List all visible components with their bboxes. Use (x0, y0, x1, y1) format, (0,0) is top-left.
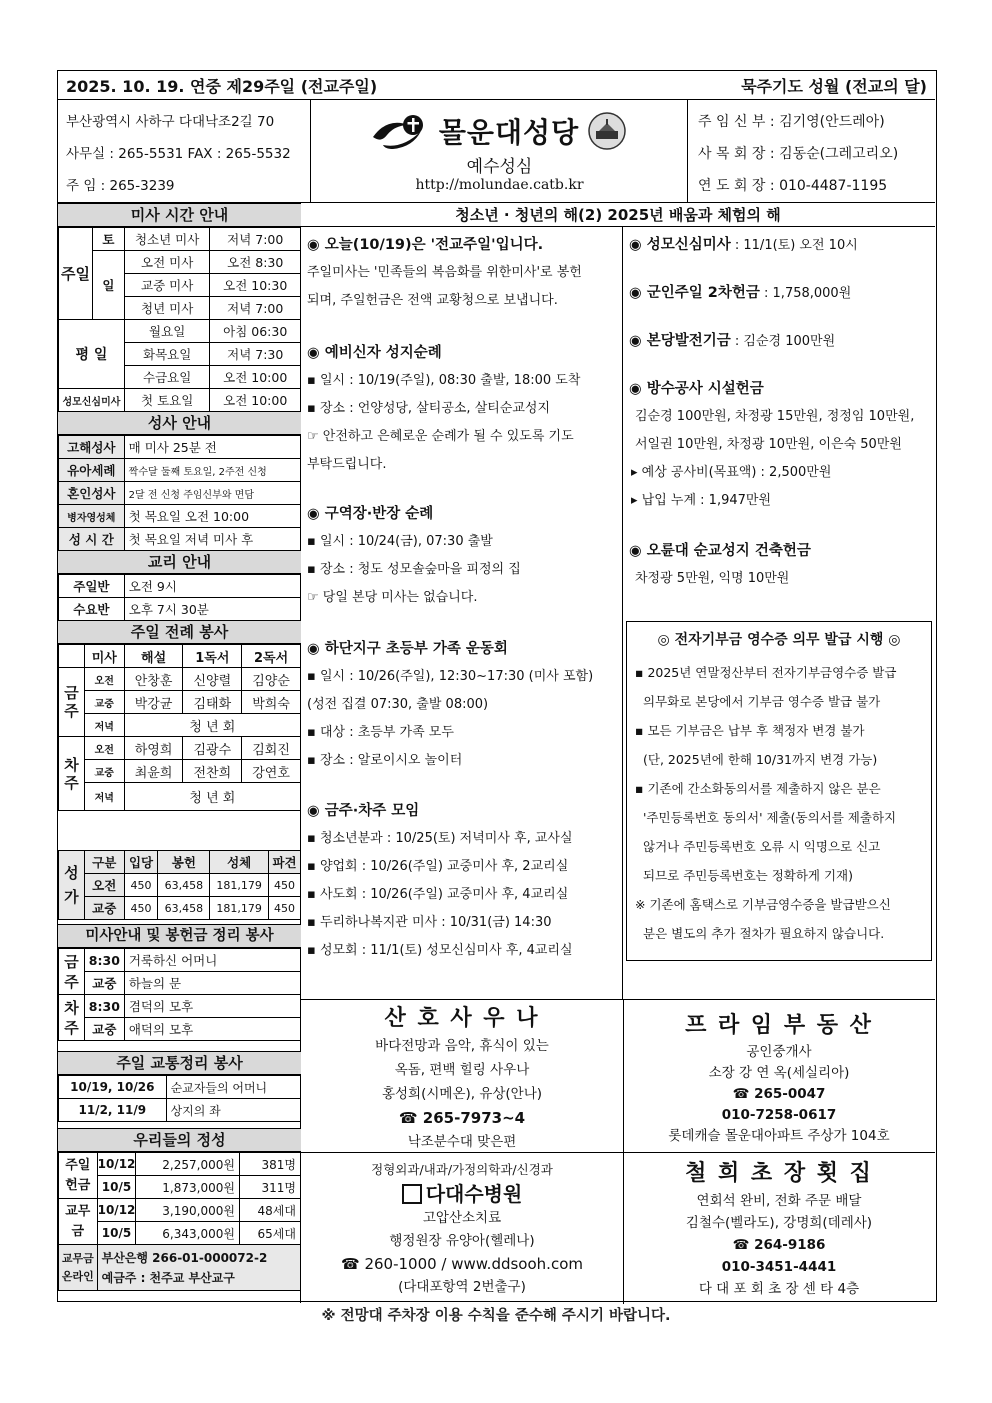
sacrament-detail: 짝수달 둘째 토요일, 2주전 신청 (124, 459, 300, 482)
ad-line: 소장 강 연 옥(세실리아) (708, 1065, 850, 1081)
mass: 저녁 (84, 783, 124, 811)
notice-line: ▪ 청소년분과 : 10/25(토) 저녁미사 후, 교사실 (307, 831, 573, 846)
amount: 3,190,000원 (136, 1199, 240, 1222)
mass: 오전 (84, 668, 124, 691)
ad-phone: ☎ 265-7973~4 (398, 1109, 526, 1127)
ad-title: 산 호 사 우 나 (384, 1006, 540, 1031)
ad-line: 다 대 포 회 초 장 센 타 4층 (698, 1281, 860, 1297)
hymn-no: 181,179 (210, 897, 269, 920)
ad-line: 옥돔, 편백 힐링 사우나 (394, 1062, 530, 1078)
staff-info (688, 100, 935, 203)
col-head: 미사 (84, 645, 124, 668)
contact-info (58, 100, 311, 203)
group: 상지의 좌 (166, 1099, 300, 1122)
pastor: 주 임 신 부 : 김기영(안드레아) (698, 114, 885, 130)
offering-service-title: 미사안내 및 봉헌금 정리 봉사 (58, 924, 301, 948)
sacrament-name: 유아세례 (59, 459, 125, 482)
address: 부산광역시 사하구 다대낙조2길 70 (66, 114, 275, 130)
sacrament-title: 성사 안내 (58, 411, 301, 435)
notice-line: ▪ 일시 : 10/19(주일), 08:30 출발, 18:00 도착 (307, 373, 581, 388)
this-week-label: 금주 (59, 668, 85, 737)
choir-table (58, 850, 301, 920)
first-saturday-label: 성모신심미사 (59, 389, 125, 412)
col-head: 해설 (124, 645, 183, 668)
mass-time: 오전 10:00 (210, 389, 301, 412)
notice-heading: ◉ 금주·차주 모임 (307, 803, 420, 819)
notice-line: ▪ 성모회 : 11/1(토) 성모신심미사 후, 4교리실 (307, 943, 573, 958)
notice-line: ▪ 대상 : 초등부 가족 모두 (307, 725, 454, 740)
hymn-no: 63,458 (158, 874, 210, 897)
ad-phone: ☎ 264-9186 (732, 1237, 826, 1253)
youth-group: 청 년 회 (124, 714, 300, 737)
mass-time: 저녁 7:00 (210, 228, 301, 251)
mass-name: 교중 미사 (124, 274, 210, 297)
notice-line: ▪ 일시 : 10/24(금), 07:30 출발 (307, 534, 493, 549)
youth-group: 청 년 회 (124, 783, 300, 811)
sacrament-name: 고해성사 (59, 436, 125, 459)
mass-name: 화목요일 (124, 343, 210, 366)
hospital-logo-icon (402, 1184, 422, 1204)
commentator: 박강균 (124, 691, 183, 714)
ad-realty (623, 1010, 935, 1147)
notice-line: ▪ 양업회 : 10/26(주일) 교중미사 후, 2교리실 (307, 859, 569, 874)
group: 하늘의 문 (124, 972, 300, 995)
main-title: 청소년 · 청년의 해(2) 2025년 배움과 체험의 해 (301, 203, 935, 227)
dues-label: 교무금 (59, 1199, 98, 1245)
ad-line: 롯데캐슬 몰운대아파트 주상가 104호 (668, 1128, 890, 1144)
group: 거룩하신 어머니 (124, 949, 300, 972)
ad-line: 김철수(벨라도), 강명희(데레사) (685, 1215, 873, 1231)
notice-meetings (307, 797, 573, 965)
commentator: 최윤희 (124, 760, 183, 783)
ad-line: 바다전망과 음악, 휴식이 있는 (375, 1038, 549, 1054)
mass-time: 아침 06:30 (210, 320, 301, 343)
ad-line: 낙조분수대 맞은편 (407, 1134, 517, 1150)
hymn-no: 450 (124, 874, 158, 897)
notice-line: ▪ 일시 : 10/26(주일), 12:30~17:30 (미사 포함) (307, 669, 594, 684)
notice-line: ▪ 장소 : 알로이시오 놀이터 (307, 753, 463, 768)
notice-line: 부탁드립니다. (307, 457, 387, 472)
mass-name: 월요일 (124, 320, 210, 343)
sacrament-name: 성 시 간 (59, 528, 125, 551)
liturgy-table (58, 644, 301, 811)
box-line: 않거나 주민등록번호 오류 시 익명으로 신고 (643, 839, 881, 854)
sacrament-name: 혼인성사 (59, 482, 125, 505)
ad-title: 프 라 임 부 동 산 (685, 1013, 873, 1038)
notice-line: 김순경 100만원, 차정광 15만원, 정정임 10만원, (635, 409, 915, 424)
col-head: 1독서 (183, 645, 242, 668)
memorial-president: 연 도 회 장 : 010-4487-1195 (698, 178, 888, 194)
next-week-label: 차주 (59, 995, 85, 1041)
date: 10/12 (97, 1199, 136, 1222)
sunday-label: 주일 (59, 228, 93, 320)
ad-phone: 010-7258-0617 (721, 1107, 837, 1123)
choir-mass: 오전 (84, 874, 124, 897)
date: 10/5 (97, 1222, 136, 1245)
header (58, 100, 935, 203)
date: 10/19, 10/26 (59, 1076, 167, 1099)
ad-hospital (301, 1158, 623, 1299)
class-name: 수요반 (59, 598, 125, 621)
box-line: ▪ 모든 기부금은 납부 후 책정자 변경 불가 (635, 723, 865, 738)
middle-column (301, 227, 623, 999)
choir-mass: 교중 (84, 897, 124, 920)
count: 65세대 (239, 1222, 300, 1245)
ad-line: 공인중개사 (746, 1044, 812, 1060)
council-president: 사 목 회 장 : 김동순(그레고리오) (698, 146, 899, 162)
mass-time: 오전 10:30 (210, 274, 301, 297)
e-receipt-notice-box (626, 621, 932, 961)
hymn-no: 181,179 (210, 874, 269, 897)
sacrament-detail: 2달 전 신청 주임신부와 면담 (124, 482, 300, 505)
choir-head: 입당 (124, 851, 158, 874)
notice-heading: ◉ 오륜대 순교성지 건축헌금 (629, 543, 811, 559)
ad-line: 고압산소치료 (422, 1210, 502, 1226)
mass-time: 저녁 7:00 (210, 297, 301, 320)
col-head: 2독서 (242, 645, 301, 668)
notice-line: (성전 집결 07:30, 출발 08:00) (307, 697, 489, 712)
choir-head: 성체 (210, 851, 269, 874)
ad-phone[interactable]: ☎ 260-1000 / www.ddsooh.com (341, 1255, 583, 1273)
date: 10/5 (97, 1176, 136, 1199)
notice-heading: ◉ 구역장·반장 순례 (307, 506, 434, 522)
notice-waterproofing-fund (629, 375, 914, 515)
ad-line: 정형외과/내과/가정의학과/신경과 (371, 1162, 553, 1177)
class-name: 주일반 (59, 575, 125, 598)
group: 애덕의 모후 (124, 1018, 300, 1041)
office-phone: 사무실 : 265-5531 FAX : 265-5532 (66, 146, 291, 162)
ads-area (301, 999, 935, 1303)
class-time: 오후 7시 30분 (124, 598, 300, 621)
mass-name: 청년 미사 (124, 297, 210, 320)
mass: 교중 (84, 760, 124, 783)
choir-head: 파견 (269, 851, 301, 874)
hymn-no: 450 (269, 897, 301, 920)
church-subtitle: 예수성심 (466, 157, 533, 177)
box-line: ▪ 2025년 연말정산부터 전자기부금영수증 발급 (635, 665, 897, 680)
choir-head: 구분 (84, 851, 124, 874)
choir-label: 성가 (59, 851, 85, 920)
mass-time: 오전 10:00 (210, 366, 301, 389)
notice-sports-day (307, 635, 593, 775)
footer-notice: ※ 전망대 주차장 이용 수칙을 준수해 주시기 바랍니다. (321, 1308, 671, 1324)
amount: 2,257,000원 (136, 1153, 240, 1176)
ad-line: 연회석 완비, 전화 주문 배달 (696, 1193, 862, 1209)
notice-development-fund: ◉ 본당발전기금 : 김순경 100만원 (629, 333, 836, 349)
notice-line: 주일미사는 '민족들의 복음화를 위한미사'로 봉헌 (307, 265, 582, 280)
sunday-collection-label: 주일헌금 (59, 1153, 98, 1199)
notice-line: ☞ 안전하고 은혜로운 순례가 될 수 있도록 기도 (307, 429, 574, 444)
commentator: 안창훈 (124, 668, 183, 691)
saturday-label: 토 (92, 228, 124, 251)
ad-title: 철 희 초 장 횟 집 (685, 1161, 873, 1186)
ad-sauna (301, 1004, 623, 1154)
traffic-title: 주일 교통정리 봉사 (58, 1051, 301, 1075)
date: 10/12 (97, 1153, 136, 1176)
box-line: ※ 기존에 홈택스로 기부금영수증을 발급받으신 (635, 897, 891, 912)
reader-2: 박희숙 (242, 691, 301, 714)
hymn-no: 450 (269, 874, 301, 897)
box-line: 되므로 주민등록번호는 정확하게 기재) (643, 868, 853, 883)
box-line: '주민등록번호 동의서' 제출(동의서를 제출하지 (643, 810, 897, 825)
mass-name: 첫 토요일 (124, 389, 210, 412)
commentator: 하영희 (124, 737, 183, 760)
box-line: (단, 2025년에 한해 10/31까지 변경 가능) (643, 752, 878, 767)
weekday-label: 평 일 (59, 320, 125, 389)
mass-name: 청소년 미사 (124, 228, 210, 251)
box-line: 분은 별도의 추가 절차가 필요하지 않습니다. (643, 926, 885, 941)
mass: 교중 (84, 972, 124, 995)
amount: 6,343,000원 (136, 1222, 240, 1245)
notice-leaders-pilgrimage (307, 500, 521, 612)
notice-pilgrimage (307, 339, 580, 479)
box-line: ▪ 기존에 간소화동의서를 제출하지 않은 분은 (635, 781, 881, 796)
left-column (58, 203, 301, 1303)
notice-heading: ◉ 방수공사 시설헌금 (629, 381, 764, 397)
top-bar (58, 71, 935, 100)
this-week-label: 금주 (59, 949, 85, 995)
church-url[interactable]: http://molundae.catb.kr (415, 177, 584, 193)
notice-line: ▪ 장소 : 언양성당, 살티공소, 살티순교성지 (307, 401, 551, 416)
church-logo-block (311, 100, 688, 203)
ad-line: (다대포항역 2번출구) (398, 1279, 526, 1295)
ad-phone: ☎ 265-0047 (732, 1086, 826, 1102)
notice-line: 차정광 5만원, 익명 10만원 (635, 571, 790, 586)
count: 48세대 (239, 1199, 300, 1222)
priest-phone: 주 임 : 265-3239 (66, 178, 175, 194)
mass: 교중 (84, 691, 124, 714)
count: 381명 (239, 1153, 300, 1176)
mass: 8:30 (84, 949, 124, 972)
giving-table (58, 1152, 301, 1291)
mass-time-table (58, 227, 301, 412)
account-holder: 예금주 : 천주교 부산교구 (101, 1270, 235, 1285)
ad-line: 행정원장 유양아(헬레나) (389, 1233, 535, 1249)
sacrament-detail: 매 미사 25분 전 (124, 436, 300, 459)
mass-time: 저녁 7:30 (210, 343, 301, 366)
group: 겸덕의 모후 (124, 995, 300, 1018)
notice-line: ▪ 장소 : 청도 성모솔숲마을 피정의 집 (307, 562, 521, 577)
reader-2: 김양순 (242, 668, 301, 691)
hymn-no: 450 (124, 897, 158, 920)
mass: 오전 (84, 737, 124, 760)
reader-1: 전찬희 (183, 760, 242, 783)
traffic-table (58, 1075, 301, 1122)
class-time: 오전 9시 (124, 575, 300, 598)
church-name: 몰운대성당 (438, 116, 580, 149)
liturgy-title: 주일 전례 봉사 (58, 620, 301, 644)
box-title: ◎ 전자기부금 영수증 의무 발급 시행 ◎ (657, 632, 901, 648)
count: 311명 (239, 1176, 300, 1199)
church-building-icon (587, 111, 627, 151)
mass-time: 오전 8:30 (210, 251, 301, 274)
catechism-title: 교리 안내 (58, 550, 301, 574)
sacrament-table (58, 435, 301, 551)
notice-line: ☞ 당일 본당 미사는 없습니다. (307, 590, 478, 605)
mass-name: 오전 미사 (124, 251, 210, 274)
box-line: 의무화로 본당에서 기부금 영수증 발급 불가 (643, 694, 881, 709)
ad-phone: 010-3451-4441 (721, 1259, 837, 1275)
group: 순교자들의 어머니 (166, 1076, 300, 1099)
notice-line: ▪ 사도회 : 10/26(주일) 교중미사 후, 4교리실 (307, 887, 569, 902)
mass-time-title: 미사 시간 안내 (58, 203, 301, 227)
offering-service-table (58, 948, 301, 1041)
giving-title: 우리들의 정성 (58, 1128, 301, 1152)
choir-head: 봉헌 (158, 851, 210, 874)
hospital-name: 다대수병원 (425, 1182, 523, 1206)
right-column (623, 227, 935, 999)
sacrament-name: 병자영성체 (59, 505, 125, 528)
reader-1: 김광수 (183, 737, 242, 760)
reader-2: 강연호 (242, 760, 301, 783)
notice-line: 되며, 주일헌금은 전액 교황청으로 보냅니다. (307, 293, 558, 308)
mass-name: 수금요일 (124, 366, 210, 389)
notice-line: ▸ 납입 누계 : 1,947만원 (631, 493, 771, 508)
ad-sashimi (623, 1158, 935, 1300)
catechism-table (58, 574, 301, 621)
church-emblem-icon (369, 111, 431, 151)
notice-line: 서일권 10만원, 차정광 10만원, 이은숙 50만원 (635, 437, 902, 452)
sacrament-detail: 첫 목요일 오전 10:00 (124, 505, 300, 528)
notice-heading: ◉ 오늘(10/19)은 '전교주일'입니다. (307, 237, 544, 253)
hymn-no: 63,458 (158, 897, 210, 920)
date: 11/2, 11/9 (59, 1099, 167, 1122)
notice-military-collection: ◉ 군인주일 2차헌금 : 1,758,000원 (629, 285, 852, 301)
online-label: 교무금 온라인 (59, 1245, 98, 1291)
reader-1: 김태화 (183, 691, 242, 714)
notice-shrine-fund (629, 537, 811, 593)
mass: 8:30 (84, 995, 124, 1018)
mass: 교중 (84, 1018, 124, 1041)
sacrament-detail: 첫 목요일 저녁 미사 후 (124, 528, 300, 551)
bank-account: 부산은행 266-01-000072-2 (101, 1250, 268, 1265)
mass: 저녁 (84, 714, 124, 737)
bulletin-page (57, 70, 937, 1302)
amount: 1,873,000원 (136, 1176, 240, 1199)
notice-heading: ◉ 예비신자 성지순례 (307, 345, 442, 361)
month-theme: 묵주기도 성월 (전교의 달) (741, 76, 927, 96)
notice-heading: ◉ 하단지구 초등부 가족 운동회 (307, 641, 508, 657)
notice-marian-mass: ◉ 성모신심미사 : 11/1(토) 오전 10시 (629, 237, 858, 253)
next-week-label: 차주 (59, 737, 85, 811)
notice-line: ▪ 두리하나복지관 미사 : 10/31(금) 14:30 (307, 915, 552, 930)
reader-2: 김회진 (242, 737, 301, 760)
notice-mission-sunday (307, 231, 582, 315)
issue-date-title: 2025. 10. 19. 연중 제29주일 (전교주일) (66, 76, 378, 96)
reader-1: 신양렬 (183, 668, 242, 691)
day-label: 일 (92, 251, 124, 320)
notice-line: ▸ 예상 공사비(목표액) : 2,500만원 (631, 465, 832, 480)
ad-line: 홍성희(시메온), 유상(안나) (381, 1086, 543, 1102)
